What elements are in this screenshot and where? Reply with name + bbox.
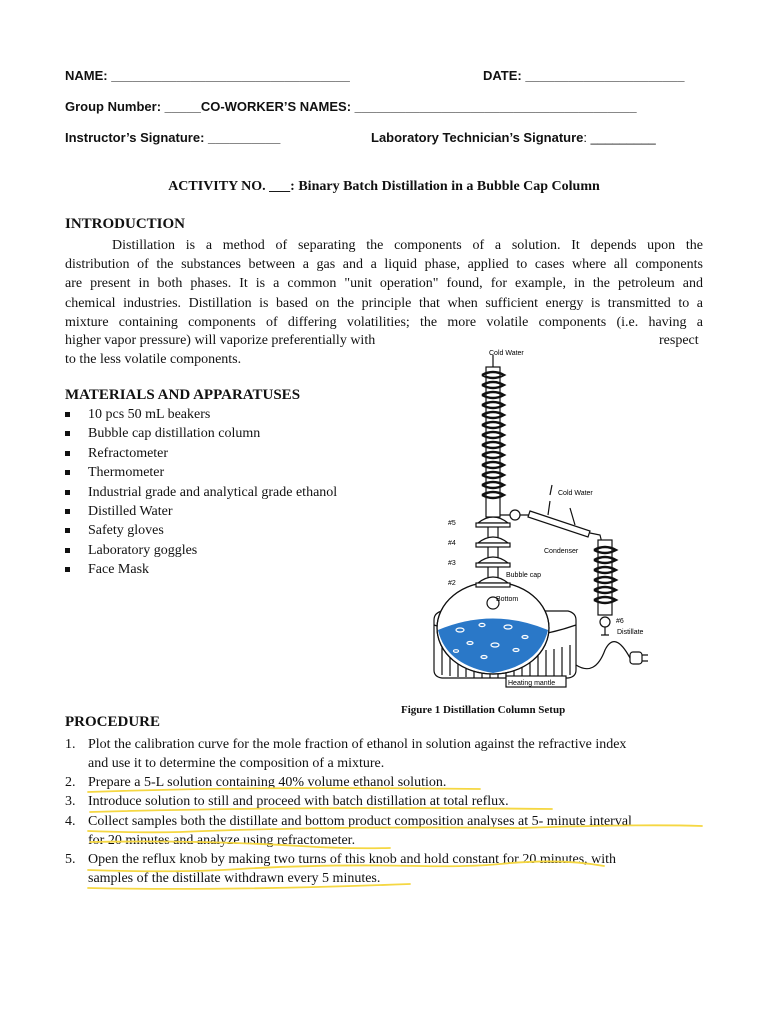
intro-line: chemical industries. Distillation is based on the principle that when sufficient energy is transmitted to a (65, 296, 703, 311)
cold-water-top-label: Cold Water (489, 350, 524, 357)
procedure-step (65, 850, 715, 890)
distillation-column-figure (420, 345, 660, 695)
technician-signature-field (371, 130, 656, 145)
step-text: Introduce solution to still and proceed with batch distillation at total reflux. (88, 794, 509, 809)
intro-line: to the less volatile components. (65, 352, 242, 367)
step-number: 3. (65, 794, 76, 809)
list-item: Safety gloves (65, 521, 337, 540)
stage-3-label: #3 (448, 560, 456, 567)
step-text: and use it to determine the composition of a mixture. (88, 756, 385, 772)
list-item: Bubble cap distillation column (65, 424, 337, 443)
step-text: Open the reflux knob by making two turns of this knob and hold constant for 20 minutes, with (88, 852, 617, 867)
step-text: Collect samples both the distillate and bottom product composition analyses at 5- minute interval (88, 814, 632, 829)
materials-list (65, 405, 337, 580)
step-text: for 20 minutes and analyze using refractometer. (88, 833, 356, 849)
step-text: samples of the distillate withdrawn every 5 minutes. (88, 871, 381, 887)
materials-heading: MATERIALS AND APPARATUSES (65, 387, 301, 403)
instructor-signature-field: Instructor’s Signature: __________ (65, 130, 281, 145)
list-item: Industrial grade and analytical grade ethanol (65, 483, 337, 502)
list-item: 10 pcs 50 mL beakers (65, 405, 337, 424)
name-field: NAME: _________________________________ (65, 68, 350, 83)
intro-line: distribution of the substances between a gas and a liquid phase, applied to cases where all components (65, 257, 703, 272)
intro-line: higher vapor pressure) will vaporize preferentially with (65, 333, 376, 348)
step-number: 5. (65, 852, 76, 867)
condenser-label: Condenser (544, 548, 579, 555)
step-number: 4. (65, 814, 76, 829)
list-item: Thermometer (65, 463, 337, 482)
introduction-heading: INTRODUCTION (65, 216, 186, 232)
intro-line: mixture containing components of differing volatilities; the more volatile components (i.e. having a (65, 315, 703, 330)
cold-water-side-label: Cold Water (558, 490, 593, 497)
step-number: 2. (65, 775, 76, 790)
list-item: Distilled Water (65, 502, 337, 521)
bubble-cap-label: Bubble cap (506, 572, 542, 579)
procedure-step (65, 812, 715, 852)
figure-caption: Figure 1 Distillation Column Setup (401, 704, 566, 716)
group-coworkers-field: Group Number: _____CO-WORKER’S NAMES: _______________________________________ (65, 99, 637, 114)
list-item: Refractometer (65, 444, 337, 463)
procedure-heading: PROCEDURE (65, 714, 161, 730)
stage-6-label: #6 (616, 618, 624, 625)
distillate-label: Distillate (617, 629, 644, 636)
list-item: Face Mask (65, 560, 337, 579)
procedure-step (65, 735, 715, 775)
technician-signature-label: Laboratory Technician’s Signature (371, 130, 584, 145)
heating-mantle-label: Heating mantle (508, 680, 556, 687)
procedure-step (65, 792, 715, 812)
date-field: DATE: ______________________ (483, 68, 685, 83)
activity-title: ACTIVITY NO. ___: Binary Batch Distillation in a Bubble Cap Column (168, 179, 600, 194)
intro-line: Distillation is a method of separating the components of a solution. It depends upon the (112, 238, 703, 253)
stage-2-label: #2 (448, 580, 456, 587)
intro-line-end: respect (659, 333, 699, 348)
step-number: 1. (65, 737, 76, 752)
list-item: Laboratory goggles (65, 541, 337, 560)
step-text: Plot the calibration curve for the mole fraction of ethanol in solution against the refractive index (88, 737, 627, 752)
stage-5-label: #5 (448, 520, 456, 527)
procedure-step (65, 773, 715, 793)
bottom-label: Bottom (496, 596, 519, 603)
stage-4-label: #4 (448, 540, 456, 547)
step-text: Prepare a 5-L solution containing 40% volume ethanol solution. (88, 775, 447, 790)
intro-line: are present in both phases. It is a common "unit operation" found, for example, in the petroleum and (65, 276, 703, 291)
technician-signature-blank: : _________ (583, 130, 656, 145)
